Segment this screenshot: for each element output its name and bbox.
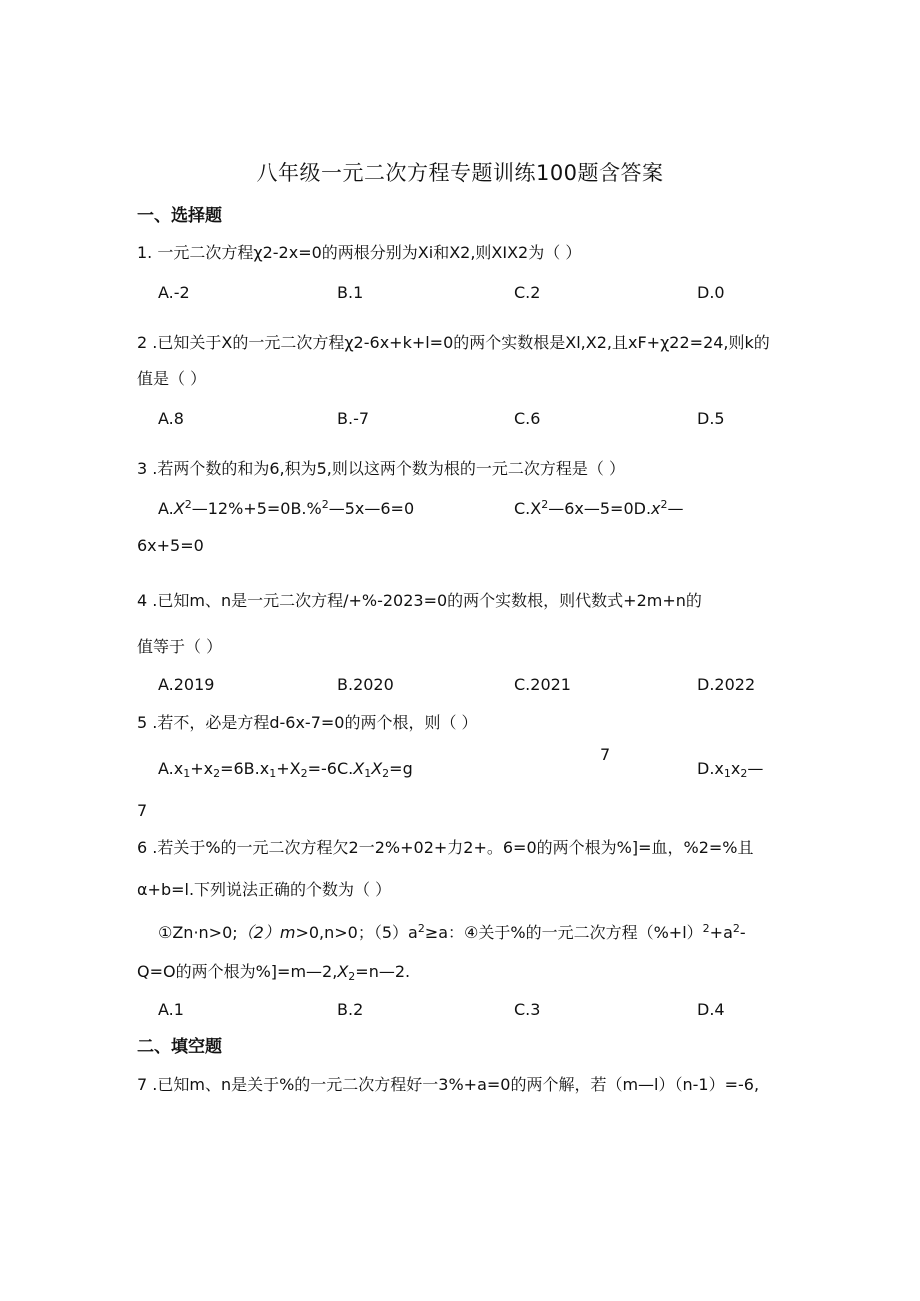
question-5-options-abc-part: +x xyxy=(190,759,214,778)
question-3-options-cd xyxy=(514,499,684,519)
question-6-statements-line-2 xyxy=(137,962,410,982)
question-3-options-cd-part: C.X xyxy=(514,499,542,518)
question-5-option-d-part: D.x xyxy=(697,759,724,778)
question-5-options-abc-part: 1 xyxy=(269,767,277,780)
question-6-statement-part: Q=O的两个根为%]=m—2, xyxy=(137,962,338,981)
question-5-options-abc-part: =6B.x xyxy=(220,759,270,778)
question-6-statement-part: （2） xyxy=(237,923,280,942)
question-5-options-abc-part: X xyxy=(353,759,365,778)
question-5-option-d-part: 2 xyxy=(740,767,748,780)
section-heading-choice: 一、选择题 xyxy=(137,206,222,226)
question-5-options-abc-part: 1 xyxy=(364,767,372,780)
question-3-options-ab-part: X xyxy=(173,499,185,518)
question-1-option-b: B.1 xyxy=(337,283,364,302)
question-2-option-a: A.8 xyxy=(158,409,184,428)
question-4-option-b: B.2020 xyxy=(337,675,394,694)
question-5-fraction-numerator: 7 xyxy=(600,745,611,764)
question-3-options-cd-part: —6x—5=0D. xyxy=(548,499,652,518)
question-6-statement-part: - xyxy=(739,923,746,942)
question-6-option-a: A.1 xyxy=(158,1000,184,1019)
question-5-options-abc-part: +X xyxy=(276,759,301,778)
question-5-options-abc-part: 2 xyxy=(213,767,221,780)
question-4-option-c: C.2021 xyxy=(514,675,571,694)
question-6-statement-part: 2 xyxy=(417,922,425,935)
question-5-option-d-part: x xyxy=(730,759,741,778)
question-1-stem: 1. 一元二次方程χ2-2x=0的两根分别为Xi和X2,则XIX2为（ ） xyxy=(137,243,582,262)
question-6-statement-part: ≥a：④关于%的一元二次方程（%+l） xyxy=(424,923,703,942)
question-3-options-ab-part: —5x—6=0 xyxy=(328,499,415,518)
question-5-options-abc xyxy=(158,759,413,779)
question-3-options-cd-part: x xyxy=(651,499,661,518)
question-6-statement-part: =n—2. xyxy=(355,962,411,981)
question-6-statement-part: 2 xyxy=(348,970,356,983)
question-3-options-ab-part: 2 xyxy=(184,498,192,511)
question-5-options-abc-part: 2 xyxy=(382,767,390,780)
question-3-options-cd-part: 2 xyxy=(660,498,668,511)
question-6-statement-part: m xyxy=(279,923,296,942)
question-3-options-cd-part: 2 xyxy=(541,498,549,511)
question-5-options-abc-part: =g xyxy=(389,759,413,778)
question-4-option-a: A.2019 xyxy=(158,675,215,694)
question-1-option-d: D.0 xyxy=(697,283,725,302)
question-6-option-b: B.2 xyxy=(337,1000,364,1019)
question-6-statements-line-1 xyxy=(158,923,746,943)
question-6-statement-part: X xyxy=(337,962,349,981)
question-6-option-d: D.4 xyxy=(697,1000,725,1019)
question-2-stem-line-2: 值是（ ） xyxy=(137,369,207,388)
question-5-options-abc-part: 2 xyxy=(300,767,308,780)
question-2-option-d: D.5 xyxy=(697,409,725,428)
question-5-options-abc-part: X xyxy=(371,759,383,778)
question-6-option-c: C.3 xyxy=(514,1000,541,1019)
question-5-stem: 5 .若不，必是方程d-6x-7=0的两个根，则（ ） xyxy=(137,713,478,732)
question-5-option-d-part: 1 xyxy=(723,767,731,780)
question-3-options-ab-part: —12%+5=0B.% xyxy=(191,499,322,518)
question-3-options-continued: 6x+5=0 xyxy=(137,536,204,555)
question-5-options-abc-part: 1 xyxy=(183,767,191,780)
question-6-statement-part: 2 xyxy=(702,922,710,935)
question-5-options-abc-part: A.x xyxy=(158,759,184,778)
question-3-options-ab-part: 2 xyxy=(321,498,329,511)
section-heading-fill: 二、填空题 xyxy=(137,1037,222,1057)
question-5-options-continued: 7 xyxy=(137,801,148,820)
question-6-statement-part: >0,n>0；（5）a xyxy=(295,923,418,942)
question-6-statement-part: ①Zn·n>0; xyxy=(158,923,238,942)
question-2-stem-line-1: 2 .已知关于X的一元二次方程χ2-6x+k+l=0的两个实数根是Xl,X2,且xF+χ22=24,则k的 xyxy=(137,333,770,352)
question-3-options-cd-part: — xyxy=(667,499,684,518)
question-4-stem-line-1: 4 .已知m、n是一元二次方程/+%-2023=0的两个实数根，则代数式+2m+n的 xyxy=(137,591,702,610)
question-6-statement-part: 2 xyxy=(732,922,740,935)
question-1-option-a: A.-2 xyxy=(158,283,190,302)
question-4-option-d: D.2022 xyxy=(697,675,756,694)
question-6-stem-line-2: α+b=l.下列说法正确的个数为（ ） xyxy=(137,880,392,899)
question-3-options-ab-part: A. xyxy=(158,499,174,518)
question-5-options-abc-part: =-6C. xyxy=(307,759,354,778)
question-5-option-d-part: — xyxy=(747,759,764,778)
question-5-option-d xyxy=(697,759,763,779)
question-6-statement-part: +a xyxy=(709,923,733,942)
question-3-options-ab xyxy=(158,499,414,519)
question-7-stem: 7 .已知m、n是关于%的一元二次方程好一3%+a=0的两个解，若（m—l）（n-1）=-6, xyxy=(137,1075,760,1094)
question-2-option-b: B.-7 xyxy=(337,409,370,428)
question-4-stem-line-2: 值等于（ ） xyxy=(137,637,223,656)
document-title: 八年级一元二次方程专题训练100题含答案 xyxy=(256,161,664,185)
question-2-option-c: C.6 xyxy=(514,409,541,428)
question-6-stem-line-1: 6 .若关于%的一元二次方程欠2一2%+02+力2+。6=0的两个根为%]=血，%2=%且 xyxy=(137,838,754,857)
question-3-stem: 3 .若两个数的和为6,积为5,则以这两个数为根的一元二次方程是（ ） xyxy=(137,459,625,478)
question-1-option-c: C.2 xyxy=(514,283,541,302)
